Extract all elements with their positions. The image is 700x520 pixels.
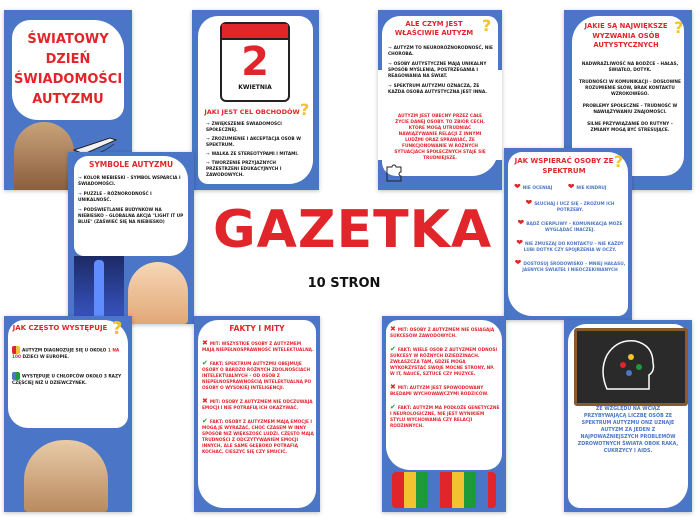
card9-list bbox=[390, 326, 500, 430]
list-item: NADWRAŻLIWOŚĆ NA BODŹCE – HAŁAS, ŚWIATŁO, DOTYK. bbox=[581, 62, 679, 73]
list-item: SILNE PRZYWIĄZANIE DO RUTYNY – ZMIANY MOGĄ BYĆ STRESUJĄCE. bbox=[587, 122, 673, 133]
card5-list bbox=[78, 176, 186, 226]
check-icon: ✔ bbox=[202, 359, 208, 367]
list-item: → ZROZUMIENIE I AKCEPTACJA OSÓB W SPEKTRUM. bbox=[206, 137, 301, 148]
arrow-icon: → bbox=[206, 122, 210, 127]
arrow-icon: → bbox=[78, 192, 82, 197]
toy-blocks-photo bbox=[392, 472, 496, 508]
list-item: → OSOBY AUTYSTYCZNE MAJĄ UNIKALNY SPOSÓB MYŚLENIA, POSTRZEGANIA I REAGOWANIA NA ŚWIAT. bbox=[388, 62, 487, 79]
heart-icon: ❤ bbox=[514, 258, 522, 267]
list-item: → SPEKTRUM AUTYZMU OZNACZA, ŻE KAŻDA OSOBA AUTYSTYCZNA JEST INNA. bbox=[388, 84, 487, 95]
child-photo bbox=[14, 122, 74, 190]
check-icon: ✔ bbox=[390, 403, 396, 411]
child-photo bbox=[24, 440, 108, 512]
question-mark-icon: ? bbox=[674, 18, 684, 37]
list-item: → PODŚWIETLANIE BUDYNKÓW NA NIEBIESKO – GLOBALNA AKCJA "LIGHT IT UP BLUE" (ZAŚWIEĆ SIĘ NA NIEBIESKO) bbox=[78, 208, 184, 225]
page-card-9 bbox=[382, 316, 506, 512]
card6-heading: JAK WSPIERAĆ OSOBY ZE SPEKTRUM bbox=[514, 157, 614, 175]
palace-of-culture-photo bbox=[74, 256, 124, 324]
list-item: ✔ FAKT: OSOBY Z AUTYZMEM MAJĄ EMOCJE I MOGĄ JE WYRAŻAĆ, CHOĆ CZASEM W INNY SPOSÓB NIŻ WIĘKSZOŚĆ LUDZI. CZĘSTO MAJĄ TRUDNOŚCI Z ODCZYTYWANIEM EMOCJI INNYCH, ALE SAME GŁĘBOKO POTRAFIĄ KOCHAĆ, CIESZYĆ SIĘ CZY SMUCIĆ. bbox=[202, 417, 314, 455]
list-item: ❤ BĄDŹ CIERPLIWY – KOMUNIKACJA MOŻE WYGLĄDAĆ INACZEJ. bbox=[517, 218, 623, 233]
list-item: → KOLOR NIEBIESKI – SYMBOL WSPARCIA I ŚWIADOMOŚCI. bbox=[78, 176, 181, 187]
page-card-3 bbox=[378, 10, 502, 190]
card3-red-text: AUTYZM JEST OBECNY PRZEZ CAŁE ŻYCIE DANEJ OSOBY. TO ZBIÓR CECH, KTÓRE MOGĄ UTRUDNIAĆ NAWIĄZYWANIE RELACJI Z INNYMI LUDŹMI ORAZ SPRAWIAĆ, ŻE FUNKCJONOWANIE W RÓŻNYCH SYTUACJACH SPOŁECZNYCH STAJE SIĘ TRUDNIEJSZE. bbox=[394, 114, 486, 161]
arrow-icon: → bbox=[206, 137, 210, 142]
list-item: ✖ MIT: OSOBY Z AUTYZMEM NIE OSIĄGAJĄ SUKCESÓW ZAWODOWYCH. bbox=[390, 325, 495, 339]
heart-icon: ❤ bbox=[514, 182, 521, 191]
card4-heading: JAKIE SĄ NAJWIĘKSZE WYZWANIA OSÓB AUTYSTYCZNYCH bbox=[584, 22, 668, 49]
page-card-7 bbox=[4, 316, 132, 512]
card7-item-1: AUTYZM DIAGNOZUJE SIĘ U OKOŁO 1 NA 100 DZIECI W EUROPIE. bbox=[12, 346, 126, 361]
page-card-6 bbox=[504, 148, 632, 320]
puzzle-icon bbox=[384, 164, 404, 184]
list-item: → TWORZENIE PRZYJAZNYCH PRZESTRZENI EDUKACYJNYCH I ZAWODOWYCH. bbox=[206, 161, 282, 178]
heart-icon: ❤ bbox=[517, 218, 525, 227]
card8-list bbox=[202, 340, 314, 456]
list-item: ✖ MIT: OSOBY Z AUTYZMEM NIE ODCZUWAJĄ EMOCJI I NIE POTRAFIĄ ICH OKAZYWAĆ. bbox=[202, 397, 313, 411]
card10-text: ZE WZGLĘDU NA WCIĄŻ PRZYBYWAJĄCĄ LICZBĘ OSÓB ZE SPEKTRUM AUTYZMU ONZ UZNAJE AUTYZM ZA JEDEN Z NAJPOWAŻNIEJSZYCH PROBLEMÓW ZDROWOTNYCH ŚWIATA OBOK RAKA, CUKRZYCY I AIDS. bbox=[577, 407, 679, 454]
arrow-icon: → bbox=[388, 46, 392, 51]
list-item: ❤ SŁUCHAJ I UCZ SIĘ – ZROZUM ICH POTRZEBY. bbox=[525, 198, 615, 213]
list-item: → PUZZLE – RÓŻNORODNOŚĆ I UNIKALNOŚĆ. bbox=[78, 192, 152, 203]
heart-icon: ❤ bbox=[525, 198, 533, 207]
calendar-header bbox=[222, 24, 288, 40]
cross-icon: ✖ bbox=[202, 397, 208, 405]
card6-list bbox=[514, 200, 626, 274]
page-card-10 bbox=[564, 320, 692, 512]
card8-heading: FAKTY I MITY bbox=[229, 324, 285, 333]
arrow-icon: → bbox=[206, 161, 210, 166]
page-card-8 bbox=[194, 316, 320, 512]
cross-icon: ✖ bbox=[390, 383, 396, 391]
child-with-puzzle-photo bbox=[128, 262, 188, 324]
list-item: → AUTYZM TO NEURORÓŻNORODNOŚĆ, NIE CHOROBA. bbox=[388, 46, 493, 57]
heart-icon: ❤ bbox=[567, 182, 575, 191]
chalkboard-brain-illustration bbox=[574, 328, 688, 406]
page-title: GAZETKA bbox=[213, 200, 493, 260]
list-item: ✔ FAKT: WIELE OSÓB Z AUTYZMEM ODNOSI SUKCESY W RÓŻNYCH DZIEDZINACH. ZWŁASZCZA TAM, GDZIE MOGĄ WYKORZYSTAĆ SWOJE MOCNE STRONY, NP. W IT, NAUCE, SZTUCE CZY MUZYCE. bbox=[390, 345, 498, 377]
card1-title: ŚWIATOWY DZIEŃ ŚWIADOMOŚCI AUTYZMU bbox=[14, 32, 123, 107]
list-item: ✖ MIT: WSZYSTKIE OSOBY Z AUTYZMEM MAJĄ NIEPEŁNOSPRAWNOŚĆ INTELEKTUALNĄ. bbox=[202, 339, 314, 353]
puzzle-heart-icon bbox=[12, 372, 20, 380]
list-item: → WALKA ZE STEREOTYPAMI I MITAMI. bbox=[206, 152, 299, 157]
card7-heading: JAK CZĘSTO WYSTĘPUJE bbox=[12, 324, 108, 332]
card4-list bbox=[578, 62, 682, 134]
list-item: → ZWIĘKSZENIE ŚWIADOMOŚCI SPOŁECZNEJ. bbox=[206, 122, 282, 133]
card3-list bbox=[388, 46, 494, 96]
list-item: TRUDNOŚCI W KOMUNIKACJI – DOSŁOWNE ROZUMIENIE SŁÓW, BRAK KONTAKTU WZROKOWEGO. bbox=[579, 80, 681, 97]
list-item: PROBLEMY SPOŁECZNE – TRUDNOŚĆ W NAWIĄZYWANIU ZNAJOMOŚCI. bbox=[582, 104, 678, 115]
cross-icon: ✖ bbox=[390, 325, 396, 333]
card2-heading: JAKI JEST CEL OBCHODÓW bbox=[204, 108, 300, 116]
card2-list bbox=[206, 122, 308, 179]
heart-icon: ❤ bbox=[516, 238, 523, 247]
question-mark-icon: ? bbox=[482, 16, 492, 35]
heart-row: ❤ NIE OCENIAJ ❤ NIE KINDRUJ bbox=[514, 182, 607, 191]
page-subtitle: 10 STRON bbox=[307, 276, 381, 291]
page-card-5 bbox=[68, 152, 194, 324]
list-item: ✔ FAKT: AUTYZM MA PODŁOŻE GENETYCZNE I NEUROLOGICZNE, NIE JEST WYNIKIEM STYLU WYCHOWANIA CZY RELACJI RODZINNYCH. bbox=[390, 403, 500, 429]
page-card-2 bbox=[192, 10, 319, 190]
calendar-month: KWIETNIA bbox=[238, 84, 272, 91]
arrow-icon: → bbox=[388, 62, 392, 67]
card7-item-2: WYSTĘPUJE U CHŁOPCÓW OKOŁO 3 RAZY CZĘŚCIEJ NIŻ U DZIEWCZYNEK. bbox=[12, 372, 126, 387]
card3-heading: ALE CZYM JEST WŁAŚCIWIE AUTYZM bbox=[394, 20, 474, 37]
question-mark-icon: ? bbox=[112, 318, 123, 339]
arrow-icon: → bbox=[388, 84, 392, 89]
list-item: ✖ MIT: AUTYZM JEST SPOWODOWANY BŁĘDAMI WYCHOWAWCZYMI RODZICÓW. bbox=[390, 383, 489, 397]
arrow-icon: → bbox=[78, 176, 82, 181]
tower-shape bbox=[94, 260, 104, 324]
arrow-icon: → bbox=[206, 152, 210, 157]
brain-head-icon bbox=[577, 331, 679, 397]
question-mark-icon: ? bbox=[614, 152, 624, 171]
check-icon: ✔ bbox=[390, 345, 396, 353]
calendar-number: 2 bbox=[241, 39, 269, 85]
list-item: ❤ DOSTOSUJ ŚRODOWISKO – MNIEJ HAŁASU, JASNYCH ŚWIATEŁ I NIEOCZEKIWANYCH bbox=[514, 258, 626, 273]
question-mark-icon: ? bbox=[300, 100, 310, 119]
list-item: ✔ FAKT: SPEKTRUM AUTYZMU OBEJMUJE OSOBY O BARDZO RÓŻNYCH ZDOLNOŚCIACH INTELEKTUALNYCH – OD OSÓB Z NIEPEŁNOSPRAWNOŚCIĄ INTELEKTUALNĄ PO OSOBY O WYSOKIEJ INTELIGENCJI. bbox=[202, 359, 312, 391]
check-icon: ✔ bbox=[202, 417, 208, 425]
arrow-icon: → bbox=[78, 208, 82, 213]
card5-heading: SYMBOLE AUTYZMU bbox=[88, 160, 174, 169]
cross-icon: ✖ bbox=[202, 339, 208, 347]
calendar-icon bbox=[220, 22, 290, 102]
list-item: ❤ NIE ZMUSZAJ DO KONTAKTU – NIE KAŻDY LUBI DOTYK CZY SPOJRZENIA W OCZY. bbox=[516, 238, 624, 253]
puzzle-heart-icon bbox=[12, 346, 20, 354]
